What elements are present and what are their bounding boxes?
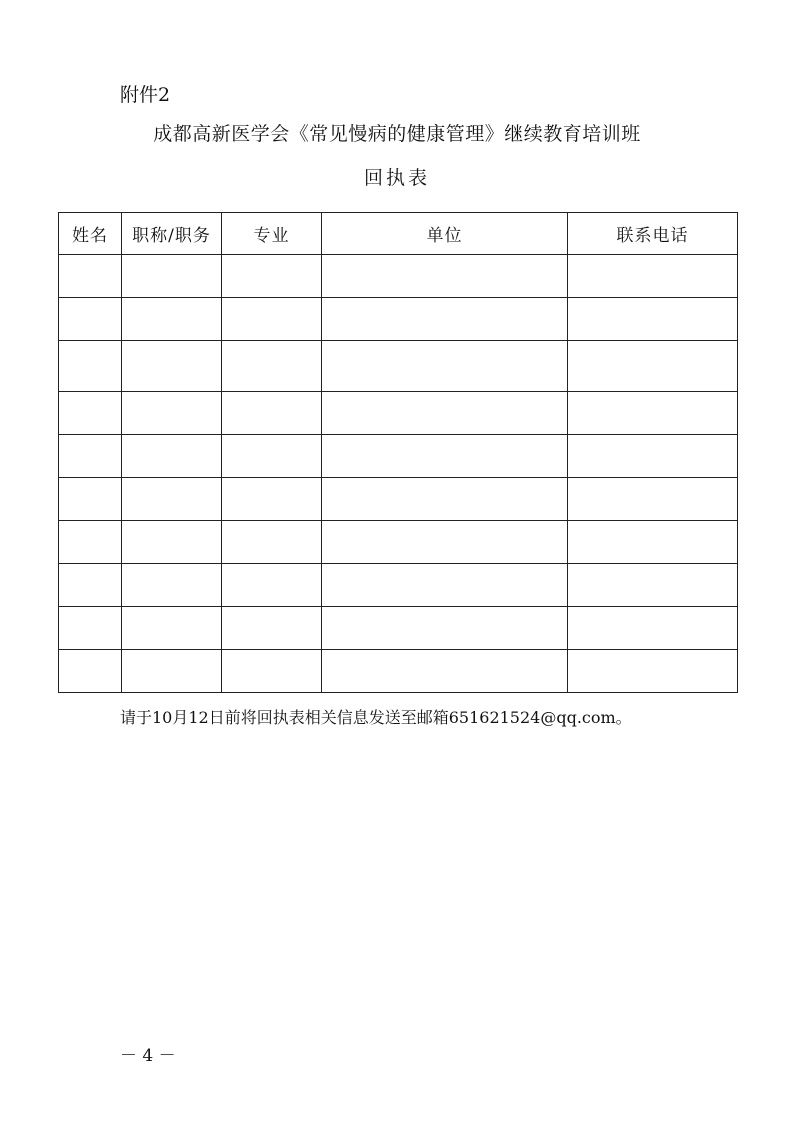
cell-title-position[interactable]: [122, 298, 222, 341]
cell-title-position[interactable]: [122, 607, 222, 650]
table-row: [59, 341, 738, 392]
cell-title-position[interactable]: [122, 650, 222, 693]
cell-name[interactable]: [59, 521, 122, 564]
cell-organization[interactable]: [322, 521, 568, 564]
cell-title-position[interactable]: [122, 521, 222, 564]
cell-specialty[interactable]: [222, 341, 322, 392]
cell-specialty[interactable]: [222, 435, 322, 478]
cell-name[interactable]: [59, 255, 122, 298]
cell-title-position[interactable]: [122, 564, 222, 607]
cell-phone[interactable]: [568, 435, 738, 478]
cell-name[interactable]: [59, 564, 122, 607]
header-title-position: 职称/职务: [122, 213, 222, 255]
table-row: [59, 607, 738, 650]
cell-name[interactable]: [59, 392, 122, 435]
cell-phone[interactable]: [568, 298, 738, 341]
header-phone: 联系电话: [568, 213, 738, 255]
cell-specialty[interactable]: [222, 392, 322, 435]
cell-organization[interactable]: [322, 435, 568, 478]
cell-organization[interactable]: [322, 392, 568, 435]
page-number: － 4 －: [120, 1046, 176, 1066]
cell-title-position[interactable]: [122, 392, 222, 435]
table-row: [59, 521, 738, 564]
cell-name[interactable]: [59, 298, 122, 341]
cell-title-position[interactable]: [122, 255, 222, 298]
submission-note: 请于10月12日前将回执表相关信息发送至邮箱651621524@qq.com。: [120, 708, 632, 727]
table-row: [59, 564, 738, 607]
cell-specialty[interactable]: [222, 521, 322, 564]
cell-title-position[interactable]: [122, 478, 222, 521]
cell-phone[interactable]: [568, 650, 738, 693]
cell-organization[interactable]: [322, 650, 568, 693]
table-header-row: [59, 213, 738, 255]
cell-organization[interactable]: [322, 255, 568, 298]
header-specialty: 专业: [222, 213, 322, 255]
table-row: [59, 650, 738, 693]
reply-form-table: [58, 212, 738, 693]
cell-specialty[interactable]: [222, 607, 322, 650]
cell-specialty[interactable]: [222, 650, 322, 693]
cell-name[interactable]: [59, 435, 122, 478]
cell-organization[interactable]: [322, 341, 568, 392]
cell-specialty[interactable]: [222, 478, 322, 521]
table-row: [59, 435, 738, 478]
cell-name[interactable]: [59, 341, 122, 392]
cell-organization[interactable]: [322, 478, 568, 521]
cell-phone[interactable]: [568, 392, 738, 435]
table-body: [59, 255, 738, 693]
cell-organization[interactable]: [322, 607, 568, 650]
cell-name[interactable]: [59, 478, 122, 521]
cell-specialty[interactable]: [222, 298, 322, 341]
cell-title-position[interactable]: [122, 341, 222, 392]
cell-specialty[interactable]: [222, 255, 322, 298]
header-organization: 单位: [322, 213, 568, 255]
cell-specialty[interactable]: [222, 564, 322, 607]
attachment-label: 附件2: [120, 84, 171, 106]
document-subtitle: 回执表: [363, 167, 430, 189]
cell-phone[interactable]: [568, 607, 738, 650]
cell-organization[interactable]: [322, 298, 568, 341]
cell-phone[interactable]: [568, 521, 738, 564]
table-row: [59, 392, 738, 435]
header-name: 姓名: [59, 213, 122, 255]
document-title: 成都高新医学会《常见慢病的健康管理》继续教育培训班: [153, 123, 641, 145]
table-row: [59, 478, 738, 521]
cell-phone[interactable]: [568, 255, 738, 298]
cell-organization[interactable]: [322, 564, 568, 607]
cell-phone[interactable]: [568, 478, 738, 521]
table-row: [59, 255, 738, 298]
cell-title-position[interactable]: [122, 435, 222, 478]
table-row: [59, 298, 738, 341]
cell-phone[interactable]: [568, 564, 738, 607]
cell-name[interactable]: [59, 607, 122, 650]
cell-phone[interactable]: [568, 341, 738, 392]
cell-name[interactable]: [59, 650, 122, 693]
